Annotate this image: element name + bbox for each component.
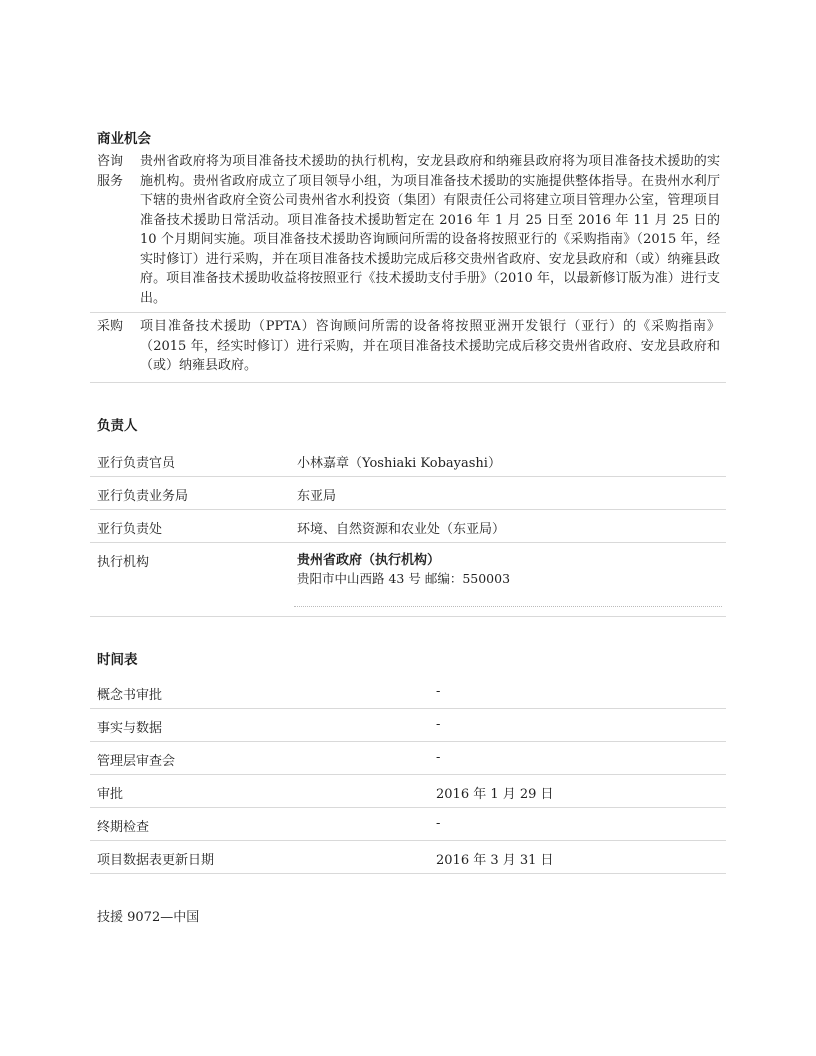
timeline-row	[90, 742, 726, 775]
responsible-row-label: 亚行负责业务局	[97, 489, 189, 504]
timeline-row-label: 终期检查	[97, 820, 150, 835]
responsible-row-department	[90, 477, 726, 510]
timeline-row	[90, 841, 726, 874]
timeline-row	[90, 775, 726, 808]
responsible-row-executing-agency	[90, 543, 726, 617]
document-footer: 技援 9072—中国	[97, 910, 200, 925]
timeline-row-value: -	[436, 684, 441, 699]
business-section-title: 商业机会	[97, 131, 151, 147]
timeline-row-value: 2016 年 3 月 31 日	[436, 853, 554, 868]
timeline-row-label: 概念书审批	[97, 688, 163, 703]
responsible-row-division	[90, 510, 726, 543]
responsible-row-officer	[90, 444, 726, 477]
business-row-label: 采购	[97, 319, 124, 334]
responsible-row-value: 环境、自然资源和农业处（东亚局）	[297, 522, 506, 537]
business-row-text: 项目准备技术援助（PPTA）咨询顾问所需的设备将按照亚洲开发银行（亚行）的《采购指南》（2015 年，经实时修订）进行采购，并在项目准备技术援助完成后移交贵州省政府、安龙县政府和（或）纳雍县政府。	[140, 319, 720, 373]
timeline-row-value: -	[436, 750, 441, 765]
timeline-row	[90, 676, 726, 709]
timeline-row-value: -	[436, 816, 441, 831]
timeline-row-value: -	[436, 717, 441, 732]
responsible-row-value: 东亚局	[297, 489, 337, 504]
timeline-row	[90, 808, 726, 841]
responsible-row-value: 小林嘉章（Yoshiaki Kobayashi）	[297, 456, 501, 471]
responsible-row-label: 亚行负责处	[97, 522, 163, 537]
timeline-row-label: 管理层审查会	[97, 754, 176, 769]
agency-name: 贵州省政府（执行机构）	[297, 553, 441, 568]
agency-address: 贵阳市中山西路 43 号 邮编：550003	[297, 571, 511, 586]
agency-divider	[294, 606, 722, 607]
timeline-row-label: 审批	[97, 787, 124, 802]
timeline-section-title: 时间表	[97, 652, 138, 668]
business-row-procurement	[90, 317, 726, 383]
timeline-row-label: 事实与数据	[97, 721, 163, 736]
timeline-row-value: 2016 年 1 月 29 日	[436, 787, 554, 802]
business-row-text: 贵州省政府将为项目准备技术援助的执行机构，安龙县政府和纳雍县政府将为项目准备技术援助的实施机构。贵州省政府成立了项目领导小组，为项目准备技术援助的实施提供整体指导。在贵州水利厅下辖的贵州省政府全资公司贵州省水利投资（集团）有限责任公司将建立项目管理办公室，管理项目准备技术援助日常活动。项目准备技术援助暂定在 2016 年 1 月 25 日至 2016 年 11 月 25 日的 10 个月期间实施。项目准备技术援助咨询顾问所需的设备将按照亚行的《采购指南》（2015 年，经实时修订）进行采购，并在项目准备技术援助完成后移交贵州省政府、安龙县政府和（或）纳雍县政府。项目准备技术援助收益将按照亚行《技术援助支付手册》（2010 年，以最新修订版为准）进行支出。	[140, 154, 720, 306]
responsible-row-label: 执行机构	[97, 555, 150, 570]
business-row-consulting	[90, 152, 726, 313]
timeline-row	[90, 709, 726, 742]
timeline-row-label: 项目数据表更新日期	[97, 853, 215, 868]
responsible-section-title: 负责人	[97, 418, 138, 434]
business-row-label: 咨询服务	[97, 154, 124, 189]
responsible-row-label: 亚行负责官员	[97, 456, 176, 471]
